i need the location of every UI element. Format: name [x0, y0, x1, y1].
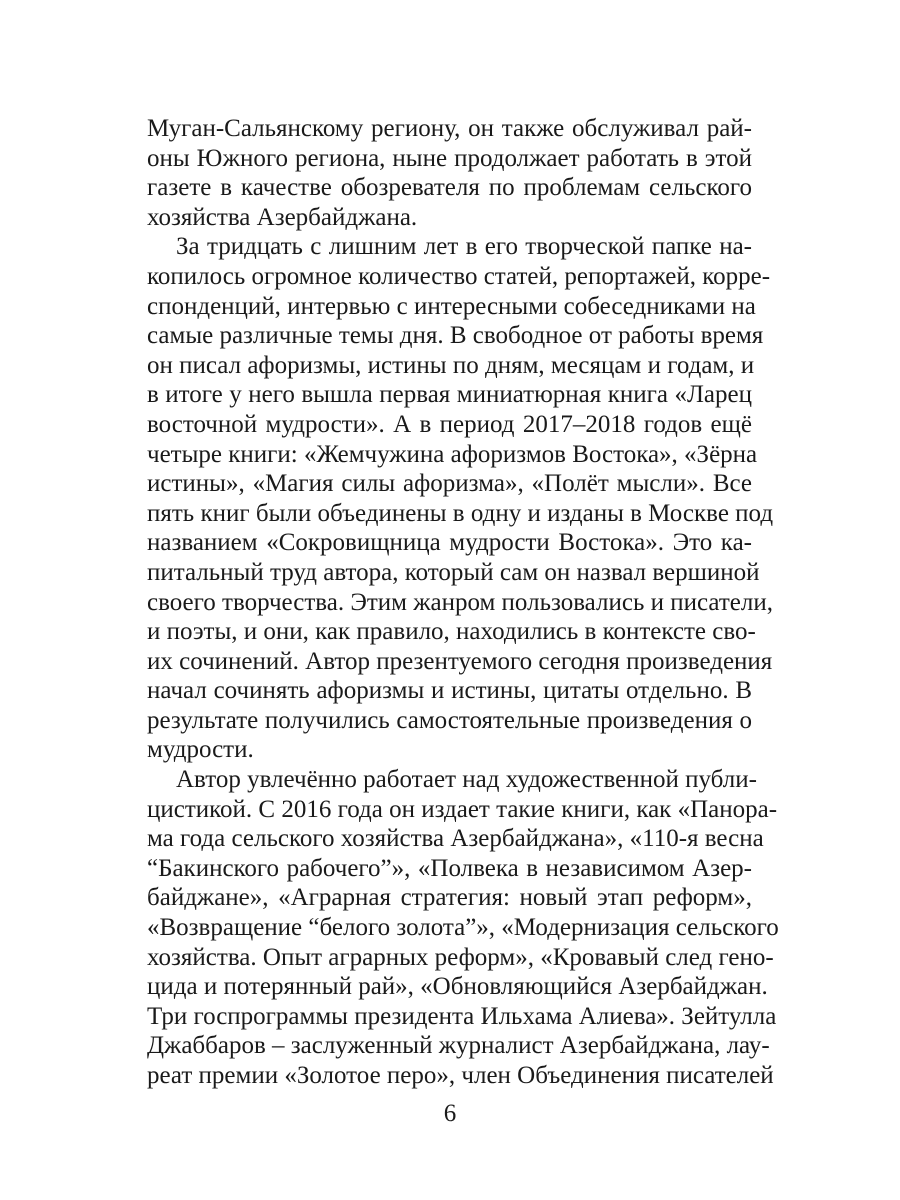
- text-line: За тридцать с лишним лет в его творческой папке на-: [176, 233, 752, 261]
- text-line: результате получились самостоятельные произведения о: [147, 706, 752, 734]
- text-line: Джаббаров – заслуженный журналист Азербайджана, лау-: [147, 1032, 770, 1060]
- text-line: в итоге у него вышла первая миниатюрная книга «Ларец: [147, 381, 752, 409]
- text-line: их сочинений. Автор презентуемого сегодня произведения: [147, 647, 773, 675]
- text-line: “Бакинского рабочего”», «Полвека в независимом Азер-: [147, 854, 752, 882]
- text-line: пять книг были объединены в одну и изданы в Москве под: [147, 499, 774, 527]
- text-line: Три госпрограммы президента Ильхама Алиева». Зейтулла: [147, 1002, 777, 1030]
- text-line: цистикой. С 2016 года он издает такие книги, как «Панора-: [147, 795, 778, 823]
- text-line: самые различные темы дня. В свободное от работы время: [147, 322, 764, 350]
- text-line: реат премии «Золотое перо», член Объединения писателей: [147, 1062, 774, 1089]
- text-line: четыре книги: «Жемчужина афоризмов Востока», «Зёрна: [147, 440, 758, 468]
- text-line: начал сочинять афоризмы и истины, цитаты отдельно. В: [147, 677, 752, 705]
- text-line: истины», «Магия силы афоризма», «Полёт мысли». Все: [147, 470, 752, 498]
- text-line: оны Южного региона, ныне продолжает работать в этой: [147, 144, 752, 172]
- text-line: мудрости.: [147, 736, 254, 764]
- text-line: питальный труд автора, который сам он назвал вершиной: [147, 558, 760, 586]
- text-line: восточной мудрости». А в период 2017–2018 годов ещё: [147, 410, 752, 438]
- text-line: хозяйства. Опыт аграрных реформ», «Кровавый след гено-: [147, 943, 774, 971]
- text-line: цида и потерянный рай», «Обновляющийся Азербайджан.: [147, 973, 768, 1001]
- text-line: газете в качестве обозревателя по проблемам сельского: [147, 174, 752, 202]
- text-line: названием «Сокровищница мудрости Востока». Это ка-: [147, 529, 752, 557]
- text-line: Автор увлечённо работает над художественной публи-: [176, 766, 757, 794]
- text-line: спонденций, интервью с интересными собеседниками на: [147, 292, 756, 320]
- text-line: «Возвращение “белого золота”», «Модернизация сельского: [147, 914, 779, 942]
- body-text: [147, 114, 779, 1091]
- text-line: байджане», «Аграрная стратегия: новый этап реформ»,: [147, 884, 752, 912]
- text-line: копилось огромное количество статей, репортажей, корре-: [147, 262, 771, 290]
- text-line: своего творчества. Этим жанром пользовались и писатели,: [147, 588, 773, 616]
- text-line: он писал афоризмы, истины по дням, месяцам и годам, и: [147, 351, 755, 379]
- page-number: 6: [443, 1100, 457, 1127]
- text-line: хозяйства Азербайджана.: [147, 203, 418, 231]
- text-line: Муган-Сальянскому региону, он также обслуживал рай-: [147, 115, 752, 142]
- text-line: ма года сельского хозяйства Азербайджана», «110-я весна: [147, 825, 764, 853]
- text-line: и поэты, и они, как правило, находились в контексте сво-: [147, 618, 756, 646]
